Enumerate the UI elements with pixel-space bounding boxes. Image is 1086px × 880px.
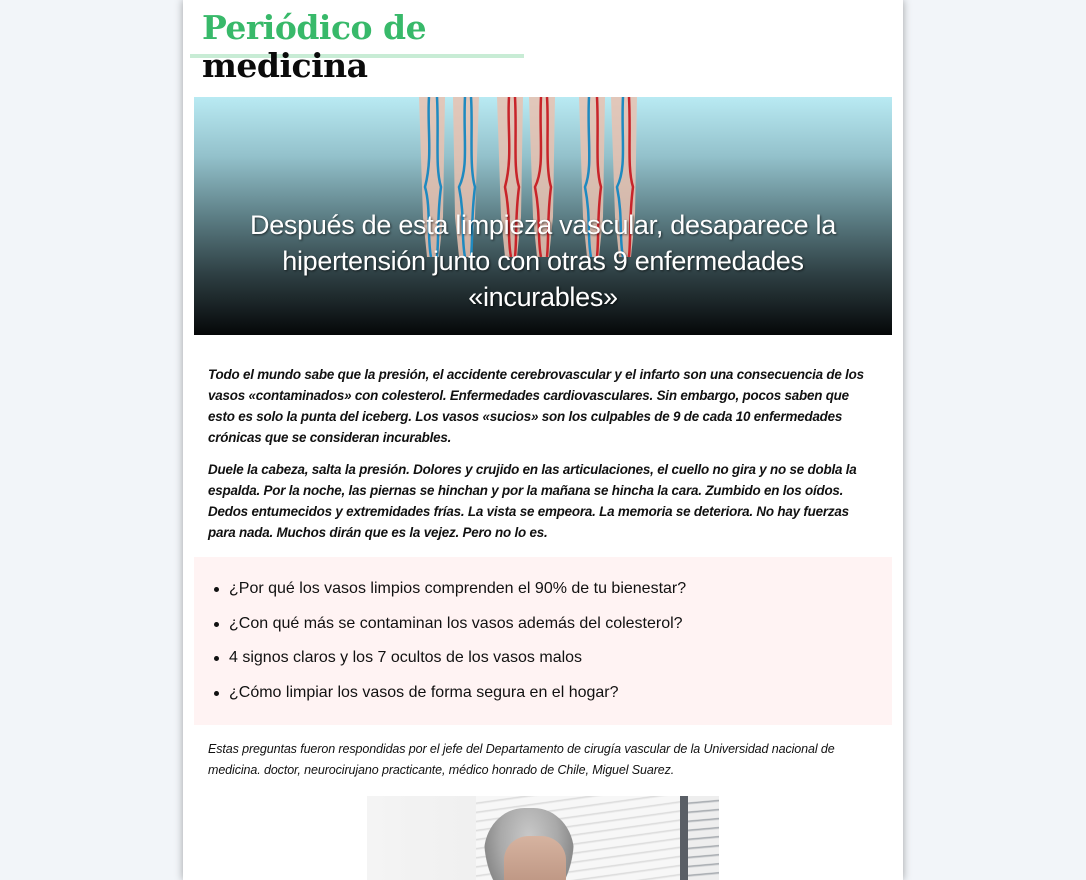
question-text: ¿Por qué los vasos limpios comprenden el 90% de tu bienestar?: [229, 580, 687, 597]
list-item: [214, 646, 686, 681]
doctor-face: [504, 836, 566, 880]
list-item: [214, 612, 686, 647]
list-item: [214, 577, 686, 612]
questions-list: [214, 577, 686, 715]
intro-paragraph-1: Todo el mundo sabe que la presión, el accidente cerebrovascular y el infarto son una consecuencia de los vasos «contaminados» con colesterol. Enfermedades cardiovasculares. Sin embargo, pocos saben que esto es solo la punta del iceberg. Los vasos «sucios» son los culpables de 9 de cada 10 enfermedades crónicas que se consideran incurables.: [208, 367, 864, 445]
window-frame: [680, 796, 688, 880]
list-item: [214, 681, 686, 716]
question-text: 4 signos claros y los 7 ocultos de los vasos malos: [229, 649, 583, 666]
doctor-photo: [367, 796, 719, 880]
logo-line-2: medicina: [202, 46, 368, 85]
bullet-icon: [214, 691, 219, 696]
headline: Después de esta limpieza vascular, desaparece la hipertensión junto con otras 9 enfermedades «incurables»: [250, 210, 836, 312]
site-logo[interactable]: [202, 8, 542, 88]
article-page: [183, 0, 903, 880]
logo-line-1: Periódico de: [202, 8, 427, 47]
expert-credit: Estas preguntas fueron respondidas por el jefe del Departamento de cirugía vascular de la Universidad nacional de medicina. doctor, neurocirujano practicante, médico honrado de Chile, Miguel Suarez.: [208, 742, 835, 777]
intro-paragraph-2: Duele la cabeza, salta la presión. Dolores y crujido en las articulaciones, el cuello no gira y no se dobla la espalda. Por la noche, las piernas se hinchan y por la mañana se hincha la cara. Zumbido en los oídos. Dedos entumecidos y extremidades frías. La vista se empeora. La memoria se deteriora. No hay fuerzas para nada. Muchos dirán que es la vejez. Pero no lo es.: [208, 462, 857, 540]
question-text: ¿Con qué más se contaminan los vasos además del colesterol?: [229, 614, 683, 632]
bullet-icon: [214, 656, 219, 661]
bullet-icon: [214, 587, 219, 592]
questions-box: [194, 557, 892, 725]
window-blinds-right: [688, 796, 719, 880]
hero-banner: [194, 97, 892, 335]
bullet-icon: [214, 622, 219, 627]
question-text: ¿Cómo limpiar los vasos de forma segura en el hogar?: [229, 683, 619, 701]
